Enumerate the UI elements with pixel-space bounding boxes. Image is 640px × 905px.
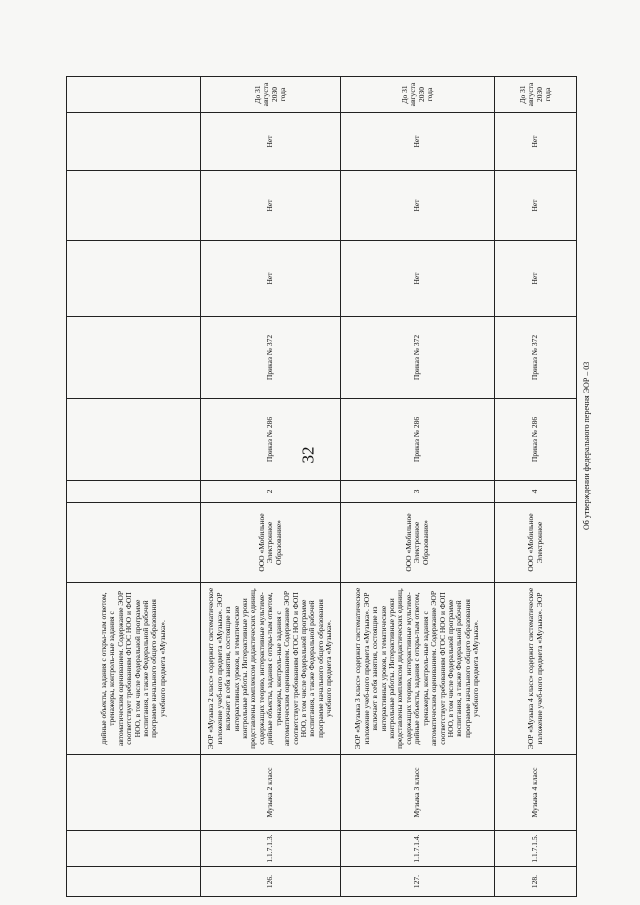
row-code: 1.1.7.1.5. [495,831,577,867]
row-col9: Нет [341,241,495,317]
row-number: 126. [201,867,341,897]
row-col11: Нет [341,113,495,171]
row-number: 128. [495,867,577,897]
row-col10: Нет [201,171,341,241]
row-order-number: 3 [341,481,495,503]
row-deadline: До 31 августа 2030 года [201,77,341,113]
row-prikaz-286: Приказ № 286 [201,399,341,481]
row-prikaz-286: Приказ № 286 [495,399,577,481]
row-col10: Нет [341,171,495,241]
row-order-number [67,481,201,503]
eor-table [66,76,577,897]
row-deadline [67,77,201,113]
row-code: 1.1.7.1.4. [341,831,495,867]
table-row [495,77,577,897]
row-description: ЭОР «Музыка 4 класс» содержит систематическое изложение учеб-ного предмета «Музыка». ЭОР [495,583,577,755]
row-name: Музыка 2 класс [201,755,341,831]
row-prikaz-372: Приказ № 372 [495,317,577,399]
row-deadline: До 31 августа 2030 года [341,77,495,113]
row-col11: Нет [201,113,341,171]
table-row [341,77,495,897]
row-organization: ООО «Мобильное Электронное [495,503,577,583]
rotated-table-container [66,77,576,897]
row-col9: Нет [495,241,577,317]
page-number: 32 [298,446,318,464]
row-organization [67,503,201,583]
row-name: Музыка 4 класс [495,755,577,831]
row-description: ЭОР «Музыка 3 класс» содержит систематическое изложение учеб-ного предмета «Музыка». ЭОР включает в себя занятия, состоящие из интерактивных уроков, и тематические контрольные работы. Интерактивные уроки представлены комплексом дидактических единиц, содержащих теорию, интерактивные мультиме-дийные объекты, задания с откры-тым ответом, тренажеры, контроль-ные задания с автоматическим оцениванием. Содержание ЭОР соответствует требованиям ФГОС НОО и ФОП НОО, в том числе Федеральной программе воспитания, а также Федеральной рабочей программе начального общего образования учебного предмета «Музыка». [341,583,495,755]
row-name: Музыка 3 класс [341,755,495,831]
row-organization: ООО «Мобильное Электронное Образование» [341,503,495,583]
table-frame [66,77,576,897]
row-organization: ООО «Мобильное Электронное Образование» [201,503,341,583]
row-col10: Нет [495,171,577,241]
footnote: Об утверждении федерального перечня ЭОР – 03 [582,361,591,530]
table-row [201,77,341,897]
row-prikaz-372: Приказ № 372 [341,317,495,399]
row-number [67,867,201,897]
row-order-number: 4 [495,481,577,503]
row-prikaz-286: Приказ № 286 [341,399,495,481]
row-code [67,831,201,867]
row-prikaz-286 [67,399,201,481]
row-col9 [67,241,201,317]
row-col10 [67,171,201,241]
row-name [67,755,201,831]
row-prikaz-372 [67,317,201,399]
row-col9: Нет [201,241,341,317]
row-col11 [67,113,201,171]
row-description: ЭОР «Музыка 2 класс» содержит систематическое изложение учеб-ного предмета «Музыка». ЭОР включает в себя занятия, состоящие из интерактивных уроков, и тематические контрольные работы. Интерактивные уроки представлены комплексом дидактических единиц, содержащих теорию, интерактивные мультиме-дийные объекты, задания с откры-тым ответом, тренажеры, контроль-ные задания с автоматическим оцениванием. Содержание ЭОР соответствует требованиям ФГОС НОО и ФОП НОО, в том числе Федеральной программе воспитания, а также Федеральной рабочей программе начального общего образования учебного предмета «Музыка». [201,583,341,755]
row-col11: Нет [495,113,577,171]
row-description: дийные объекты, задания с откры-тым ответом, тренажеры, контроль-ные задания с автоматическим оцениванием. Содержание ЭОР соответствует требованиям ФГОС НОО и ФОП НОО, в том числе Федеральной программе воспитания, а также Федеральной рабочей программе начального общего образования учебного предмета «Музыка». [67,583,201,755]
row-number: 127. [341,867,495,897]
row-code: 1.1.7.1.3. [201,831,341,867]
row-order-number: 2 [201,481,341,503]
table-row [67,77,201,897]
row-deadline: До 31 августа 2030 года [495,77,577,113]
row-prikaz-372: Приказ № 372 [201,317,341,399]
